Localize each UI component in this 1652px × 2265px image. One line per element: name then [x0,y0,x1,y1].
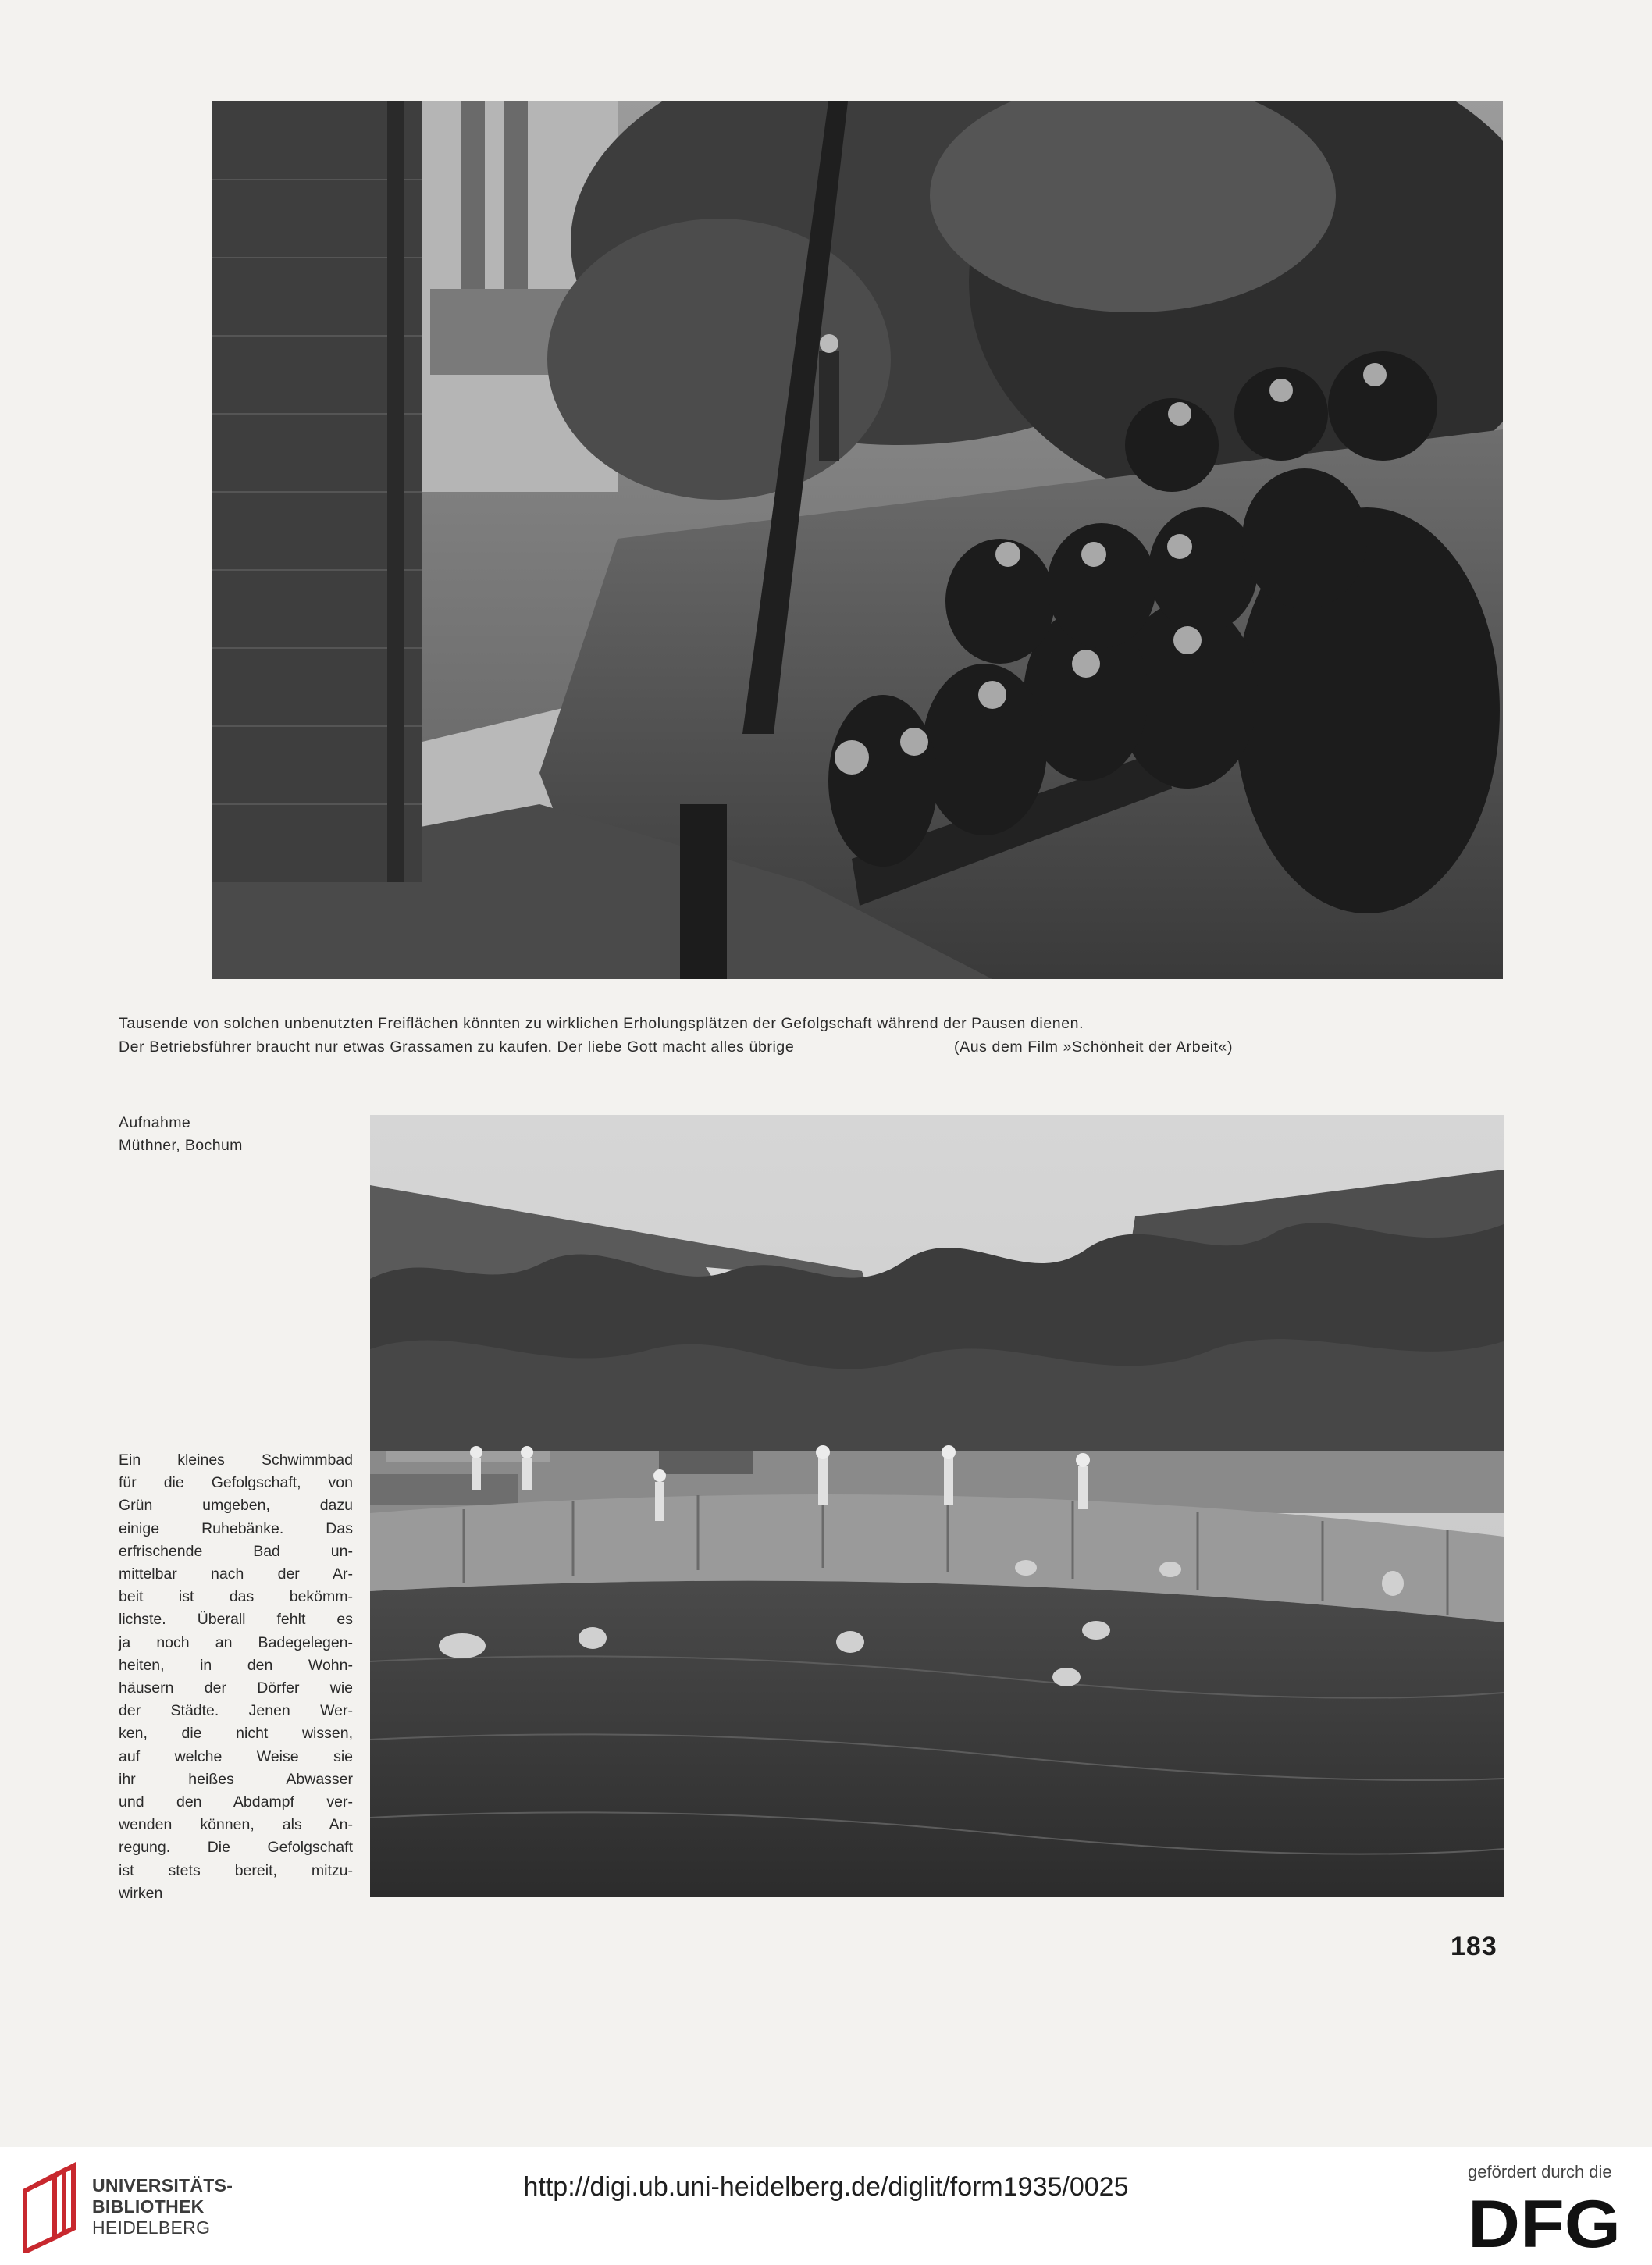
credit-line-1: Aufnahme [119,1114,191,1131]
side-text-line: der Städte. Jenen Wer- [119,1702,353,1720]
photo-workers-resting-on-grass [212,101,1503,979]
library-line-2: BIBLIOTHEK [92,2196,205,2217]
page-number: 183 [1451,1932,1497,1961]
dfg-logo[interactable] [1468,2192,1624,2250]
library-line-1: UNIVERSITÄTS- [92,2175,233,2196]
side-text-line: beit ist das bekömm- [119,1588,353,1606]
side-text-line: mittelbar nach der Ar- [119,1565,353,1583]
footer-bar [0,2147,1652,2265]
funding-label: gefördert durch die [1468,2162,1612,2181]
photo-top-caption [119,1012,1305,1059]
side-text-line: regung. Die Gefolgschaft [119,1839,353,1857]
caption-line-2-text: Der Betriebsführer braucht nur etwas Grassamen zu kaufen. Der liebe Gott macht alles übrige [119,1038,795,1056]
credit-line-2: Müthner, Bochum [119,1137,243,1154]
photo-top-graphic [212,101,1503,979]
side-text-line: auf welche Weise sie [119,1747,353,1765]
side-text-line: erfrischende Bad un- [119,1542,353,1560]
caption-source: (Aus dem Film »Schönheit der Arbeit«) [954,1038,1234,1056]
side-text-line: ist stets bereit, mitzu- [119,1861,353,1879]
side-text-line: Grün umgeben, dazu [119,1497,353,1515]
photo-credit [119,1112,243,1157]
side-text-line: einige Ruhebänke. Das [119,1519,353,1537]
side-text-line: ken, die nicht wissen, [119,1725,353,1743]
permalink-url[interactable]: http://digi.ub.uni-heidelberg.de/diglit/form1935/0025 [523,2172,1129,2202]
dfg-logo-text: DFG [1468,2192,1621,2250]
caption-line-2 [119,1035,1305,1059]
side-text-line: Ein kleines Schwimmbad [119,1451,353,1469]
side-text-line: lichste. Überall fehlt es [119,1611,353,1629]
side-text-line: wirken [119,1884,163,1902]
photo-bottom-graphic [370,1115,1504,1897]
side-text-line: ihr heißes Abwasser [119,1770,353,1788]
side-text-line: heiten, in den Wohn- [119,1656,353,1674]
photo-bottom-side-text [119,1449,353,1905]
photo-swimming-pool [370,1115,1504,1897]
side-text-line: häusern der Dörfer wie [119,1679,353,1697]
side-text-line: wenden können, als An- [119,1816,353,1834]
library-line-3: HEIDELBERG [92,2217,211,2238]
caption-line-1: Tausende von solchen unbenutzten Freiflächen könnten zu wirklichen Erholungsplätzen der Gefolgschaft während der Pausen dienen. [119,1015,1084,1032]
side-text-line: und den Abdampf ver- [119,1793,353,1811]
side-text-line: für die Gefolgschaft, von [119,1474,353,1492]
side-text-line: ja noch an Badegelegen- [119,1633,353,1651]
